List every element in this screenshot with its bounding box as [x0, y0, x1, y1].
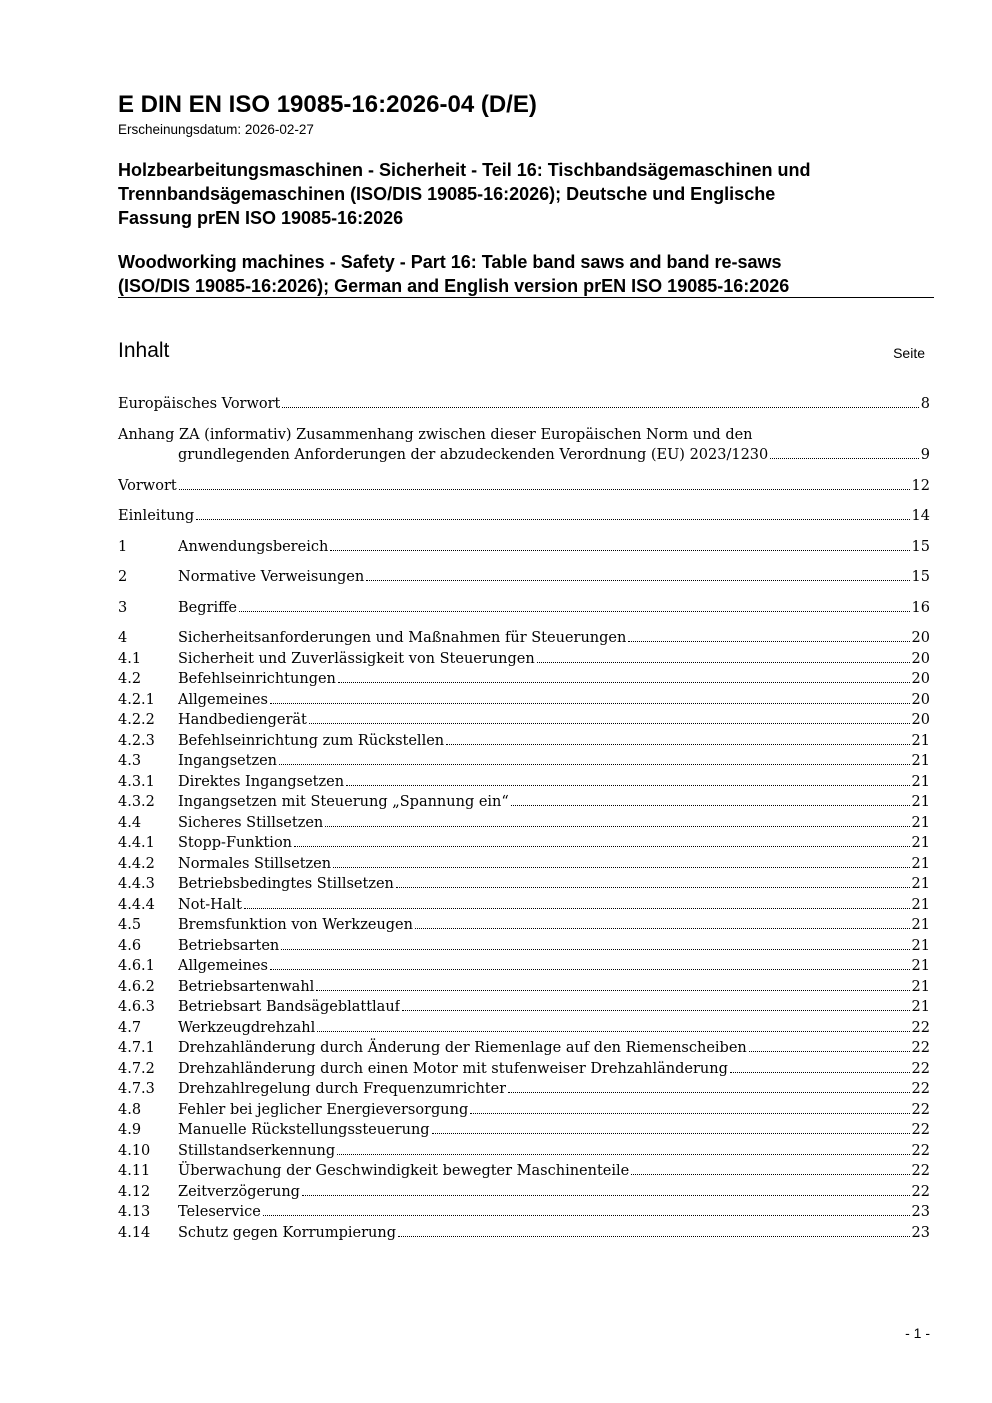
toc-section-4 [118, 628, 930, 1243]
toc-entry-page: 15 [911, 538, 930, 555]
toc-entry-number: 1 [118, 538, 128, 555]
toc-entry-page: 21 [911, 999, 930, 1015]
toc-entry[interactable] [118, 956, 930, 977]
dot-leader [179, 489, 910, 490]
toc-entry-text: Begriffe [178, 599, 237, 616]
toc-entry-page: 21 [911, 896, 930, 913]
toc-entry-text: Handbediengerät [178, 712, 307, 728]
german-title-line: Fassung prEN ISO 19085-16:2026 [118, 208, 404, 228]
toc-entry[interactable] [118, 1038, 930, 1059]
toc-entry[interactable] [118, 854, 930, 875]
toc-entry[interactable] [118, 792, 930, 813]
toc-entry-text: Betriebsbedingtes Stillsetzen [178, 876, 394, 892]
toc-entry-number: 4.7.1 [118, 1040, 155, 1056]
toc-entry-number: 4.6.2 [118, 978, 155, 995]
toc-entry-page: 22 [911, 1122, 930, 1138]
toc-entry-number: 4.8 [118, 1101, 142, 1118]
toc-entry-text: Stopp-Funktion [178, 835, 293, 851]
english-title-line: (ISO/DIS 19085-16:2026); German and English version prEN ISO 19085-16:2026 [118, 276, 790, 296]
toc-entry[interactable] [118, 833, 930, 854]
toc-entry-page: 22 [911, 1060, 930, 1077]
toc-entry-number: 4.4 [118, 814, 142, 831]
toc-entry-number: 2 [118, 569, 128, 585]
dot-leader [511, 805, 910, 806]
german-title [118, 158, 918, 230]
toc-entry-text: Schutz gegen Korrumpierung [178, 1224, 396, 1241]
toc-entry-text: Betriebsarten [178, 937, 280, 954]
toc-entry-number: 4.3.2 [118, 794, 155, 810]
toc-entry[interactable] [118, 1202, 930, 1223]
toc-entry-number: 4.7 [118, 1019, 142, 1036]
toc-entry-text: Allgemeines [178, 691, 268, 708]
toc-entry-text: Europäisches Vorwort [118, 396, 281, 412]
toc-entry[interactable] [118, 1059, 930, 1080]
dot-leader [366, 580, 909, 581]
toc-entry-text: Befehlseinrichtungen [178, 671, 336, 687]
toc-entry-number: 4.3.1 [118, 773, 155, 790]
toc-entry[interactable] [118, 537, 930, 558]
table-of-contents [118, 394, 930, 1243]
dot-leader [281, 949, 909, 950]
dot-leader [631, 1174, 909, 1175]
toc-entry-text: Drehzahländerung durch einen Motor mit stufenweiser Drehzahländerung [178, 1060, 728, 1077]
toc-entry-text: grundlegenden Anforderungen der abzudeckenden Verordnung (EU) 2023/1230 [178, 447, 769, 463]
dot-leader [282, 407, 918, 408]
toc-entry-number: 4.6.3 [118, 999, 155, 1015]
toc-entry-text: Befehlseinrichtung zum Rückstellen [178, 732, 445, 749]
toc-entry-number: 4.4.2 [118, 855, 155, 872]
dot-leader [508, 1092, 909, 1093]
toc-entry-page: 22 [911, 1163, 930, 1179]
toc-entry-page: 20 [911, 712, 930, 728]
toc-entry-number: 4.7.2 [118, 1060, 155, 1077]
toc-entry-anhang-za[interactable] [118, 425, 930, 466]
dot-leader [279, 764, 910, 765]
toc-entry-text: Drehzahlregelung durch Frequenzumrichter [178, 1081, 507, 1097]
toc-entry-number: 4.14 [118, 1224, 151, 1241]
toc-entry-page: 20 [911, 650, 930, 667]
publication-date-label: Erscheinungsdatum: [118, 122, 242, 137]
toc-entry[interactable] [118, 936, 930, 957]
document-number: E DIN EN ISO 19085-16:2026-04 (D/E) [118, 91, 537, 118]
toc-entry[interactable] [118, 1223, 930, 1244]
toc-entry-text: Fehler bei jeglicher Energieversorgung [178, 1101, 469, 1118]
page-number: - 1 - [905, 1325, 930, 1341]
toc-entry-number: 4.10 [118, 1142, 151, 1159]
dot-leader [402, 1010, 910, 1011]
toc-entry-text: Allgemeines [178, 958, 268, 974]
toc-entry-number: 4.2 [118, 671, 142, 687]
toc-entry-page: 21 [911, 876, 930, 892]
toc-entry-page: 20 [911, 691, 930, 708]
toc-entry-vorwort[interactable] [118, 476, 930, 497]
toc-entry-continuation [118, 445, 930, 466]
toc-entry-number: 4.5 [118, 917, 142, 933]
english-title [118, 250, 918, 298]
toc-entry-page: 21 [911, 958, 930, 974]
toc-entry[interactable] [118, 915, 930, 936]
toc-entry-page: 9 [920, 447, 930, 463]
dot-leader [317, 1031, 909, 1032]
toc-entry-text: Betriebsart Bandsägeblattlauf [178, 999, 401, 1015]
toc-entry-page: 14 [911, 508, 930, 524]
toc-heading: Inhalt [118, 339, 170, 362]
toc-entry-page: 16 [911, 599, 930, 616]
toc-entry[interactable] [118, 628, 930, 649]
toc-entry-page: 21 [911, 855, 930, 872]
dot-leader [470, 1113, 909, 1114]
dot-leader [628, 641, 909, 642]
toc-entry-text: Sicherheitsanforderungen und Maßnahmen für Steuerungen [178, 630, 627, 646]
dot-leader [330, 550, 909, 551]
toc-entry-page: 20 [911, 630, 930, 646]
dot-leader [244, 908, 910, 909]
toc-entry-page: 21 [911, 937, 930, 954]
toc-entry-page: 8 [920, 396, 930, 412]
dot-leader [432, 1133, 910, 1134]
german-title-line: Holzbearbeitungsmaschinen - Sicherheit - Teil 16: Tischbandsägemaschinen und [118, 160, 811, 180]
dot-leader [398, 1236, 910, 1237]
toc-entry[interactable] [118, 1182, 930, 1203]
toc-entry-number: 4.4.3 [118, 876, 155, 892]
toc-entry-page: 21 [911, 835, 930, 851]
toc-entry[interactable] [118, 1018, 930, 1039]
toc-entry-text: Bremsfunktion von Werkzeugen [178, 917, 413, 933]
dot-leader [270, 969, 910, 970]
toc-page-column-label: Seite [893, 345, 925, 361]
toc-entry-text: Drehzahländerung durch Änderung der Riemenlage auf den Riemenscheiben [178, 1040, 747, 1056]
toc-entry-page: 21 [911, 773, 930, 790]
toc-entry-page: 22 [911, 1040, 930, 1056]
title-divider [118, 297, 934, 298]
dot-leader [346, 785, 910, 786]
toc-sections-1-3 [118, 537, 930, 619]
dot-leader [730, 1072, 910, 1073]
dot-leader [316, 990, 909, 991]
dot-leader [302, 1195, 910, 1196]
toc-entry-text: Sicherheit und Zuverlässigkeit von Steuerungen [178, 650, 535, 667]
toc-entry[interactable] [118, 731, 930, 752]
toc-entry-page: 22 [911, 1142, 930, 1159]
toc-entry[interactable] [118, 997, 930, 1018]
dot-leader [270, 703, 910, 704]
toc-entry-page: 22 [911, 1101, 930, 1118]
toc-entry[interactable] [118, 710, 930, 731]
toc-entry-text: Ingangsetzen [178, 753, 278, 769]
toc-entry-page: 15 [911, 569, 930, 585]
toc-entry-text: Zeitverzögerung [178, 1183, 300, 1200]
toc-entry-page: 22 [911, 1081, 930, 1097]
publication-date [118, 121, 314, 138]
toc-entry-page: 23 [911, 1204, 930, 1220]
toc-entry[interactable] [118, 751, 930, 772]
toc-entry-page: 20 [911, 671, 930, 687]
toc-entry-page: 21 [911, 732, 930, 749]
toc-entry[interactable] [118, 690, 930, 711]
toc-entry-number: 4.13 [118, 1204, 151, 1220]
dot-leader [770, 458, 919, 459]
toc-entry[interactable] [118, 1120, 930, 1141]
toc-entry-text: Vorwort [118, 477, 177, 494]
dot-leader [263, 1215, 910, 1216]
toc-entry-europaeisches-vorwort[interactable] [118, 394, 930, 415]
toc-entry-text: Ingangsetzen mit Steuerung „Spannung ein“ [178, 794, 509, 810]
toc-entry-text: Stillstandserkennung [178, 1142, 336, 1159]
dot-leader [325, 826, 909, 827]
dot-leader [749, 1051, 910, 1052]
toc-entry-number: 4.4.4 [118, 896, 155, 913]
toc-entry-number: 4.1 [118, 650, 142, 667]
toc-entry-page: 21 [911, 917, 930, 933]
toc-entry-text: Anwendungsbereich [178, 538, 329, 555]
toc-entry[interactable] [118, 895, 930, 916]
toc-entry[interactable] [118, 598, 930, 619]
toc-entry-page: 21 [911, 794, 930, 810]
dot-leader [396, 887, 910, 888]
toc-entry-number: 4.9 [118, 1122, 142, 1138]
toc-entry-text: Manuelle Rückstellungssteuerung [178, 1122, 430, 1138]
toc-entry[interactable] [118, 649, 930, 670]
toc-entry[interactable] [118, 1161, 930, 1182]
dot-leader [239, 611, 910, 612]
toc-entry[interactable] [118, 669, 930, 690]
toc-entry-text: Normales Stillsetzen [178, 855, 332, 872]
dot-leader [337, 1154, 909, 1155]
toc-entry-text: Überwachung der Geschwindigkeit bewegter Maschinenteile [178, 1163, 630, 1179]
dot-leader [309, 723, 910, 724]
toc-entry[interactable] [118, 977, 930, 998]
dot-leader [196, 519, 909, 520]
toc-entry-number: 4.6.1 [118, 958, 155, 974]
toc-entry-number: 4.2.1 [118, 691, 155, 708]
toc-entry-page: 22 [911, 1019, 930, 1036]
toc-entry-text: Not-Halt [178, 896, 242, 913]
english-title-line: Woodworking machines - Safety - Part 16: Table band saws and band re-saws [118, 252, 782, 272]
toc-entry[interactable] [118, 772, 930, 793]
toc-entry[interactable] [118, 813, 930, 834]
toc-entry-text: Normative Verweisungen [178, 569, 365, 585]
toc-entry[interactable] [118, 874, 930, 895]
german-title-line: Trennbandsägemaschinen (ISO/DIS 19085-16:2026); Deutsche und Englische [118, 184, 776, 204]
toc-entry-page: 23 [911, 1224, 930, 1241]
toc-entry-page: 22 [911, 1183, 930, 1200]
toc-entry-number: 4.11 [118, 1163, 151, 1179]
toc-entry-number: 4.4.1 [118, 835, 155, 851]
toc-entry-page: 21 [911, 753, 930, 769]
toc-entry[interactable] [118, 1079, 930, 1100]
toc-entry-text: Betriebsartenwahl [178, 978, 315, 995]
toc-entry[interactable] [118, 567, 930, 588]
toc-entry-number: 3 [118, 599, 128, 616]
toc-entry-text: Anhang ZA (informativ) Zusammenhang zwischen dieser Europäischen Norm und den [118, 426, 753, 443]
toc-entry-page: 12 [911, 477, 930, 494]
toc-entry-number: 4 [118, 630, 128, 646]
dot-leader [446, 744, 909, 745]
toc-entry-number: 4.2.2 [118, 712, 155, 728]
toc-entry-text: Einleitung [118, 508, 195, 524]
toc-entry-number: 4.3 [118, 753, 142, 769]
toc-entry-text: Direktes Ingangsetzen [178, 773, 345, 790]
publication-date-value: 2026-02-27 [244, 122, 314, 137]
toc-entry-text: Teleservice [178, 1204, 261, 1220]
toc-entry-number: 4.12 [118, 1183, 151, 1200]
toc-entry-page: 21 [911, 978, 930, 995]
toc-entry[interactable] [118, 1141, 930, 1162]
toc-entry[interactable] [118, 1100, 930, 1121]
dot-leader [294, 846, 910, 847]
toc-entry-page: 21 [911, 814, 930, 831]
toc-entry-text: Sicheres Stillsetzen [178, 814, 324, 831]
toc-entry-einleitung[interactable] [118, 506, 930, 527]
toc-entry-number: 4.7.3 [118, 1081, 155, 1097]
toc-entry-number: 4.2.3 [118, 732, 155, 749]
dot-leader [415, 928, 910, 929]
toc-entry-number: 4.6 [118, 937, 142, 954]
toc-entry-text: Werkzeugdrehzahl [178, 1019, 316, 1036]
dot-leader [537, 662, 910, 663]
dot-leader [338, 682, 910, 683]
dot-leader [333, 867, 909, 868]
